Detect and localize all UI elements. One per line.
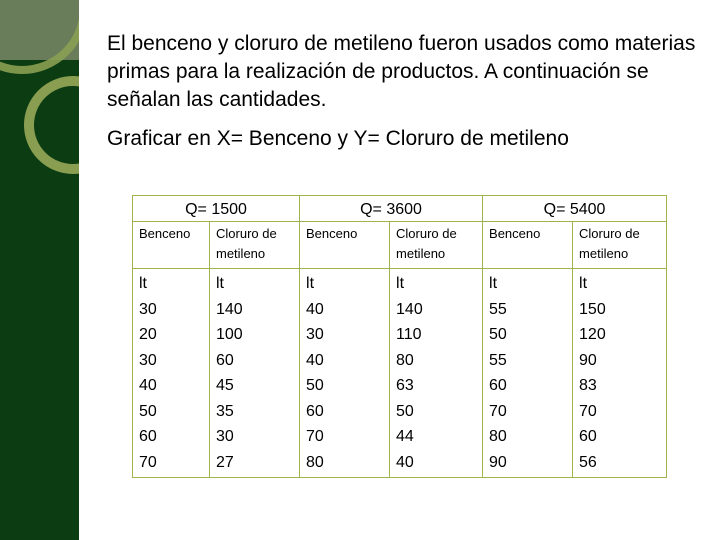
unit-cell: lt (489, 275, 498, 292)
column-header: Cloruro de metileno (390, 222, 483, 269)
data-cell: 70 (306, 428, 324, 445)
data-cell: 27 (216, 453, 234, 471)
text-block (107, 30, 707, 153)
column-header: Cloruro de metileno (573, 222, 667, 269)
data-cell: 83 (579, 377, 597, 394)
data-cell: 30 (216, 428, 234, 445)
unit-cell: lt (139, 275, 147, 292)
data-cell: 20 (139, 326, 157, 343)
unit-cell: lt (306, 275, 315, 292)
column-header: Benceno (483, 222, 573, 269)
instruction-paragraph: Graficar en X= Benceno y Y= Cloruro de metileno (107, 127, 569, 150)
data-cell: 60 (489, 377, 507, 394)
data-cell: 80 (306, 453, 324, 471)
data-cell: 45 (216, 377, 234, 394)
data-cell: 60 (139, 428, 157, 445)
data-cell: 40 (306, 351, 324, 369)
decorative-sidebar (0, 0, 79, 540)
data-cell: 150 (579, 300, 606, 318)
data-row (133, 269, 667, 478)
data-cell: 50 (396, 402, 414, 420)
data-cell: 110 (396, 326, 422, 343)
data-cell: 80 (489, 428, 507, 445)
unit-cell: lt (396, 275, 405, 292)
quantities-table (132, 195, 667, 478)
decorative-ring (29, 81, 79, 169)
data-cell: 140 (216, 300, 243, 318)
group-header-row (133, 196, 667, 222)
data-cell: 30 (139, 351, 157, 369)
data-cell: 90 (579, 351, 597, 369)
data-cell: 120 (579, 326, 606, 343)
data-cell: 55 (489, 300, 507, 318)
data-cell: 30 (139, 300, 157, 318)
group-title-q3600: Q= 3600 (300, 196, 483, 222)
unit-cell: lt (579, 275, 588, 292)
data-cell: 56 (579, 453, 597, 471)
data-cell: 50 (306, 377, 324, 394)
data-cell: 70 (579, 402, 597, 420)
data-cell: 40 (396, 453, 414, 471)
data-cell: 60 (216, 351, 234, 369)
data-cell: 40 (139, 377, 157, 394)
data-cell: 100 (216, 326, 243, 343)
data-cell: 44 (396, 428, 414, 445)
data-cell: 55 (489, 351, 507, 369)
data-cell: 50 (139, 402, 157, 420)
group-title-q5400: Q= 5400 (483, 196, 667, 222)
data-column (133, 269, 210, 478)
data-cell: 40 (306, 300, 324, 318)
data-cell: 70 (489, 402, 507, 420)
column-header: Cloruro de metileno (210, 222, 300, 269)
data-column (573, 269, 667, 478)
data-column (210, 269, 300, 478)
group-title-q1500: Q= 1500 (133, 196, 300, 222)
data-cell: 140 (396, 300, 423, 318)
data-cell: 63 (396, 377, 414, 394)
data-cell: 80 (396, 351, 414, 369)
data-cell: 70 (139, 453, 157, 471)
data-cell: 50 (489, 326, 507, 343)
data-column (483, 269, 573, 478)
column-header: Benceno (300, 222, 390, 269)
intro-paragraph: El benceno y cloruro de metileno fueron usados como materias primas para la realización de productos. A continuación se señalan las cantidades. (107, 32, 696, 111)
decorative-shapes (0, 0, 79, 540)
column-header: Benceno (133, 222, 210, 269)
data-cell: 30 (306, 326, 324, 343)
column-header-row (133, 222, 667, 269)
data-column (390, 269, 483, 478)
unit-cell: lt (216, 275, 224, 292)
data-column (300, 269, 390, 478)
data-cell: 35 (216, 402, 234, 420)
data-cell: 60 (306, 402, 324, 420)
data-cell: 90 (489, 453, 507, 471)
data-cell: 60 (579, 428, 597, 445)
